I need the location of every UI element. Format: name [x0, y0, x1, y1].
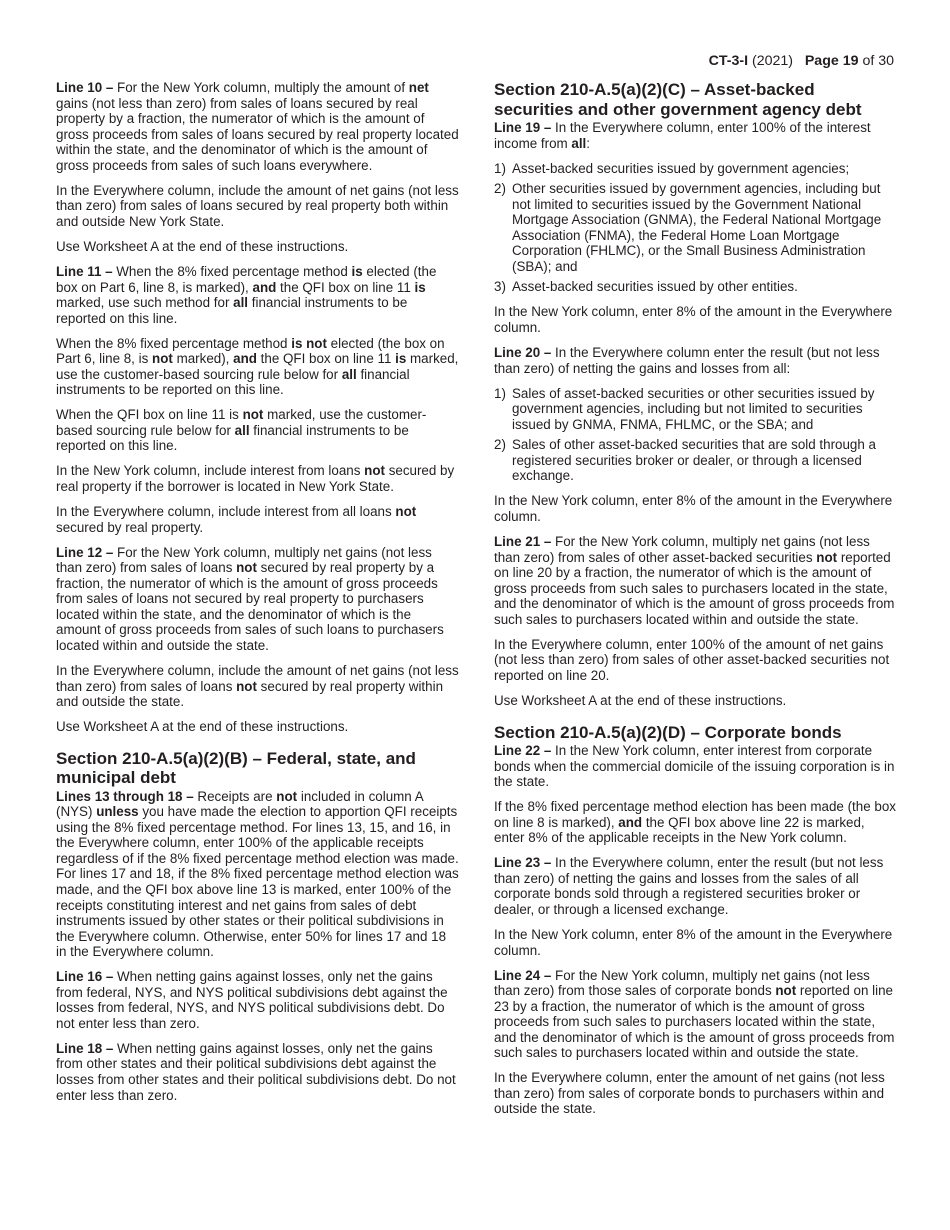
page-total: of 30	[862, 53, 894, 69]
line-21-paragraph: Line 21 – For the New York column, multiply net gains (not less than zero) from sales of other asset-backed securities not reported on line 20 by a fraction, the numerator of which is the amount of gross proceeds from such sales to purchasers located in the state, and the denominator of which is the amount of gross proceeds from such sales to purchasers located within and outside the state.	[494, 534, 895, 627]
paragraph: In the Everywhere column, include the amount of net gains (not less than zero) from sales of loans not secured by real property within and outside the state.	[56, 663, 459, 710]
paragraph: When the QFI box on line 11 is not marked, use the customer-based sourcing rule below for all financial instruments to be reported on this line.	[56, 407, 427, 454]
section-heading-d: Section 210-A.5(a)(2)(D) – Corporate bonds	[494, 722, 842, 742]
paragraph: In the New York column, enter 8% of the amount in the Everywhere column.	[494, 493, 893, 524]
line-10-paragraph: Line 10 – For the New York column, multiply the amount of net gains (not less than zero) from sales of loans secured by real property by a fraction, the numerator of which is the amount of gross proceeds from sales of loans secured by real property located within the state, and the denominator of which is the amount of gross proceeds from sales of such loans everywhere.	[56, 80, 459, 173]
paragraph: In the Everywhere column, include the amount of net gains (not less than zero) from sales of loans secured by real property both within and outside New York State.	[56, 182, 459, 229]
page-header	[709, 53, 894, 70]
paragraph: In the Everywhere column, include interest from all loans not secured by real property.	[56, 504, 417, 535]
line-22-paragraph: Line 22 – In the New York column, enter interest from corporate bonds when the commercial domicile of the issuing corporation is in the state.	[494, 743, 895, 790]
lines-13-18-paragraph: Lines 13 through 18 – Receipts are not included in column A (NYS) unless you have made the election to apportion QFI receipts using the 8% fixed percentage method. For lines 13, 15, and 16, in the Everywhere column, enter 100% of the applicable receipts regardless of if the 8% fixed percentage method election was made. For lines 17 and 18, if the 8% fixed percentage method election was made, and the QFI box above line 13 is marked, enter 100% of the receipts constituting interest and net gains from sales of debt instruments issued by other states or their political subdivisions in the Everywhere column. Otherwise, enter 50% for lines 17 and 18 in the Everywhere column.	[56, 788, 459, 960]
paragraph: If the 8% fixed percentage method election has been made (the box on line 8 is marked), and the QFI box above line 22 is marked, enter 8% of the applicable receipts in the New York column.	[494, 799, 896, 846]
section-heading-b: Section 210-A.5(a)(2)(B) – Federal, state, and municipal debt	[56, 748, 416, 788]
paragraph: In the New York column, enter 8% of the amount in the Everywhere column.	[494, 304, 893, 336]
list-item: 1) Asset-backed securities issued by government agencies;	[494, 160, 850, 176]
line-23-paragraph: Line 23 – In the Everywhere column, enter the result (but not less than zero) of netting the gains and losses from the sales of all corporate bonds sold through a registered securities broker or dealer, or through a licensed exchange.	[494, 855, 884, 917]
paragraph: Use Worksheet A at the end of these instructions.	[494, 692, 787, 708]
line-11-paragraph: Line 11 – When the 8% fixed percentage method is elected (the box on Part 6, line 8, is marked), and the QFI box on line 11 is marked, use such method for all financial instruments to be reported on this line.	[56, 263, 437, 326]
list-item: 2) Sales of other asset-backed securities that are sold through a registered securities broker or dealer, or through a licensed exchange.	[494, 437, 876, 484]
section-heading-c: Section 210-A.5(a)(2)(C) – Asset-backed securities and other government agency debt	[494, 80, 862, 119]
paragraph: In the New York column, enter 8% of the amount in the Everywhere column.	[494, 926, 893, 958]
left-column	[56, 80, 459, 1113]
line-16-paragraph: Line 16 – When netting gains against losses, only net the gains from federal, NYS, and NYS political subdivisions debt against the losses from federal, NYS, and NYS political subdivisions debt. Do not enter less than zero.	[56, 969, 448, 1031]
right-column	[494, 80, 896, 1126]
form-year: (2021)	[752, 53, 794, 69]
line-20-paragraph: Line 20 – In the Everywhere column enter the result (but not less than zero) of netting the gains and losses from all:	[494, 345, 880, 376]
line-20-list	[494, 386, 896, 484]
page-number: Page 19	[804, 53, 859, 69]
line-19-paragraph: Line 19 – In the Everywhere column, enter 100% of the interest income from all:	[494, 120, 871, 151]
form-id: CT-3-I	[708, 53, 749, 69]
list-item: 2) Other securities issued by government agencies, including but not limited to securities issued by the Government National Mortgage Association (GNMA), the Federal National Mortgage Association (FNMA), the Federal Home Loan Mortgage Corporation (FHLMC), or the Small Business Administration (SBA); and	[494, 181, 882, 274]
line-18-paragraph: Line 18 – When netting gains against losses, only net the gains from other states and their political subdivisions debt against the losses from other states and their political subdivisions debt. Do not enter less than zero.	[56, 1040, 456, 1103]
paragraph: In the Everywhere column, enter 100% of the amount of net gains (not less than zero) from sales of other asset-backed securities not reported on line 20.	[494, 636, 890, 683]
paragraph: When the 8% fixed percentage method is not elected (the box on Part 6, line 8, is not marked), and the QFI box on line 11 is marked, use the customer-based sourcing rule below for all financial instruments to be reported on this line.	[56, 335, 459, 398]
line-19-list	[494, 161, 896, 295]
paragraph: In the Everywhere column, enter the amount of net gains (not less than zero) from sales of corporate bonds to purchasers within and outside the state.	[494, 1070, 885, 1117]
paragraph: Use Worksheet A at the end of these instructions.	[56, 719, 349, 735]
line-12-paragraph: Line 12 – For the New York column, multiply net gains (not less than zero) from sales of loans not secured by real property by a fraction, the numerator of which is the amount of gross proceeds from sales of loans not secured by real property to purchasers located within the state, and the denominator of which is the amount of gross proceeds from sales of such loans to purchasers located within and outside the state.	[56, 544, 444, 653]
paragraph: Use Worksheet A at the end of these instructions.	[56, 238, 349, 254]
line-24-paragraph: Line 24 – For the New York column, multiply net gains (not less than zero) from those sales of corporate bonds not reported on line 23 by a fraction, the numerator of which is the amount of gross proceeds from such sales to purchasers located within the state, and the denominator of which is the amount of gross proceeds from such sales to purchasers located within and outside the state.	[494, 967, 895, 1061]
list-item: 1) Sales of asset-backed securities or other securities issued by government agencies, including but not limited to securities issued by GNMA, FNMA, FHLMC, or the SBA; and	[494, 385, 875, 432]
paragraph: In the New York column, include interest from loans not secured by real property if the borrower is located in New York State.	[56, 463, 455, 495]
list-item: 3) Asset-backed securities issued by other entities.	[494, 279, 798, 295]
